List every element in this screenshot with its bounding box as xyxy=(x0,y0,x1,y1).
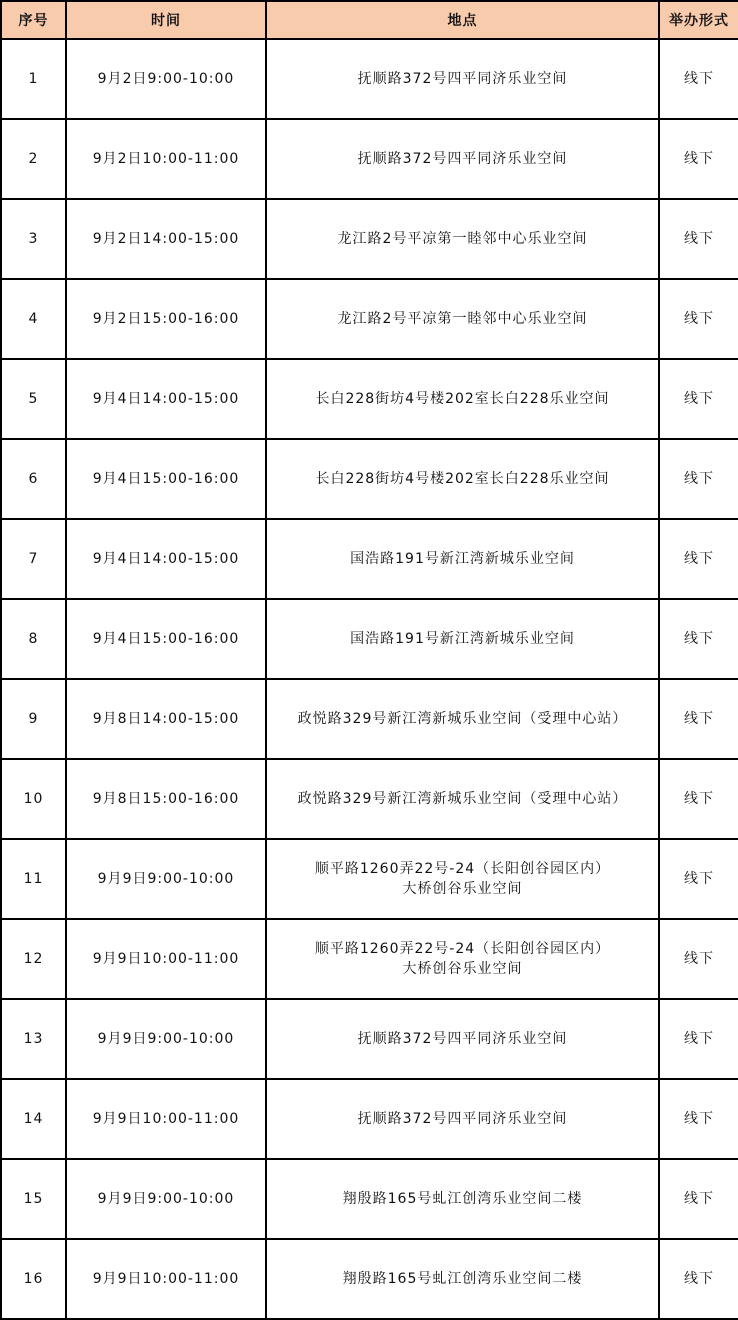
cell-place xyxy=(266,1159,659,1239)
header-row xyxy=(1,1,738,39)
cell-seq: 16 xyxy=(1,1239,66,1319)
table-row xyxy=(1,759,738,839)
cell-format: 线下 xyxy=(659,439,738,519)
cell-format: 线下 xyxy=(659,119,738,199)
cell-format: 线下 xyxy=(659,1239,738,1319)
table-row xyxy=(1,1159,738,1239)
table-row xyxy=(1,1079,738,1159)
table-row xyxy=(1,519,738,599)
cell-place xyxy=(266,279,659,359)
cell-format: 线下 xyxy=(659,759,738,839)
place-line: 大桥创谷乐业空间 xyxy=(402,961,523,977)
cell-seq: 15 xyxy=(1,1159,66,1239)
table-row xyxy=(1,839,738,919)
place-line: 翔殷路165号虬江创湾乐业空间二楼 xyxy=(342,1271,583,1287)
cell-seq: 2 xyxy=(1,119,66,199)
place-line: 政悦路329号新江湾新城乐业空间（受理中心站） xyxy=(297,791,628,807)
cell-format: 线下 xyxy=(659,1079,738,1159)
header-place: 地点 xyxy=(266,1,659,39)
cell-format: 线下 xyxy=(659,199,738,279)
place-line: 顺平路1260弄22号-24（长阳创谷园区内） xyxy=(314,861,611,877)
cell-format: 线下 xyxy=(659,679,738,759)
place-line: 龙江路2号平凉第一睦邻中心乐业空间 xyxy=(337,311,588,327)
cell-seq: 13 xyxy=(1,999,66,1079)
cell-format: 线下 xyxy=(659,279,738,359)
place-line: 抚顺路372号四平同济乐业空间 xyxy=(357,151,568,167)
cell-time: 9月9日10:00-11:00 xyxy=(66,1239,266,1319)
cell-format: 线下 xyxy=(659,519,738,599)
cell-seq: 9 xyxy=(1,679,66,759)
cell-time: 9月2日9:00-10:00 xyxy=(66,39,266,119)
cell-seq: 14 xyxy=(1,1079,66,1159)
cell-seq: 1 xyxy=(1,39,66,119)
cell-format: 线下 xyxy=(659,999,738,1079)
place-line: 顺平路1260弄22号-24（长阳创谷园区内） xyxy=(314,941,611,957)
cell-place xyxy=(266,39,659,119)
cell-format: 线下 xyxy=(659,359,738,439)
cell-place xyxy=(266,119,659,199)
place-line: 抚顺路372号四平同济乐业空间 xyxy=(357,1111,568,1127)
cell-time: 9月4日15:00-16:00 xyxy=(66,599,266,679)
header-time: 时间 xyxy=(66,1,266,39)
cell-seq: 5 xyxy=(1,359,66,439)
cell-format: 线下 xyxy=(659,919,738,999)
cell-format: 线下 xyxy=(659,839,738,919)
place-line: 翔殷路165号虬江创湾乐业空间二楼 xyxy=(342,1191,583,1207)
cell-seq: 11 xyxy=(1,839,66,919)
cell-format: 线下 xyxy=(659,1159,738,1239)
place-line: 国浩路191号新江湾新城乐业空间 xyxy=(350,631,575,647)
cell-place xyxy=(266,439,659,519)
place-line: 龙江路2号平凉第一睦邻中心乐业空间 xyxy=(337,231,588,247)
place-line: 大桥创谷乐业空间 xyxy=(402,881,523,897)
cell-seq: 7 xyxy=(1,519,66,599)
table-row xyxy=(1,439,738,519)
cell-seq: 6 xyxy=(1,439,66,519)
cell-place xyxy=(266,999,659,1079)
table-row xyxy=(1,279,738,359)
cell-place xyxy=(266,759,659,839)
table-row xyxy=(1,919,738,999)
table-row xyxy=(1,359,738,439)
header-format: 举办形式 xyxy=(659,1,738,39)
cell-format: 线下 xyxy=(659,599,738,679)
cell-place xyxy=(266,1239,659,1319)
cell-time: 9月9日10:00-11:00 xyxy=(66,919,266,999)
cell-time: 9月4日14:00-15:00 xyxy=(66,519,266,599)
cell-time: 9月9日10:00-11:00 xyxy=(66,1079,266,1159)
cell-time: 9月9日9:00-10:00 xyxy=(66,839,266,919)
place-line: 长白228街坊4号楼202室长白228乐业空间 xyxy=(315,471,610,487)
cell-format: 线下 xyxy=(659,39,738,119)
cell-place xyxy=(266,839,659,919)
table-row xyxy=(1,999,738,1079)
cell-time: 9月2日14:00-15:00 xyxy=(66,199,266,279)
cell-seq: 4 xyxy=(1,279,66,359)
table-row xyxy=(1,39,738,119)
table-row xyxy=(1,679,738,759)
cell-place xyxy=(266,199,659,279)
cell-seq: 8 xyxy=(1,599,66,679)
table-row xyxy=(1,599,738,679)
table-row xyxy=(1,119,738,199)
place-line: 国浩路191号新江湾新城乐业空间 xyxy=(350,551,575,567)
cell-time: 9月9日9:00-10:00 xyxy=(66,999,266,1079)
cell-seq: 10 xyxy=(1,759,66,839)
cell-time: 9月4日15:00-16:00 xyxy=(66,439,266,519)
cell-time: 9月4日14:00-15:00 xyxy=(66,359,266,439)
cell-time: 9月2日10:00-11:00 xyxy=(66,119,266,199)
place-line: 抚顺路372号四平同济乐业空间 xyxy=(357,1031,568,1047)
cell-place xyxy=(266,519,659,599)
cell-place xyxy=(266,1079,659,1159)
cell-time: 9月8日14:00-15:00 xyxy=(66,679,266,759)
cell-seq: 12 xyxy=(1,919,66,999)
place-line: 政悦路329号新江湾新城乐业空间（受理中心站） xyxy=(297,711,628,727)
cell-time: 9月9日9:00-10:00 xyxy=(66,1159,266,1239)
header-seq: 序号 xyxy=(1,1,66,39)
cell-place xyxy=(266,919,659,999)
cell-place xyxy=(266,679,659,759)
place-line: 抚顺路372号四平同济乐业空间 xyxy=(357,71,568,87)
place-line: 长白228街坊4号楼202室长白228乐业空间 xyxy=(315,391,610,407)
table-header xyxy=(1,1,738,39)
cell-seq: 3 xyxy=(1,199,66,279)
cell-time: 9月2日15:00-16:00 xyxy=(66,279,266,359)
table-row xyxy=(1,1239,738,1319)
table-body xyxy=(1,39,738,1319)
cell-place xyxy=(266,359,659,439)
table-row xyxy=(1,199,738,279)
cell-place xyxy=(266,599,659,679)
cell-time: 9月8日15:00-16:00 xyxy=(66,759,266,839)
